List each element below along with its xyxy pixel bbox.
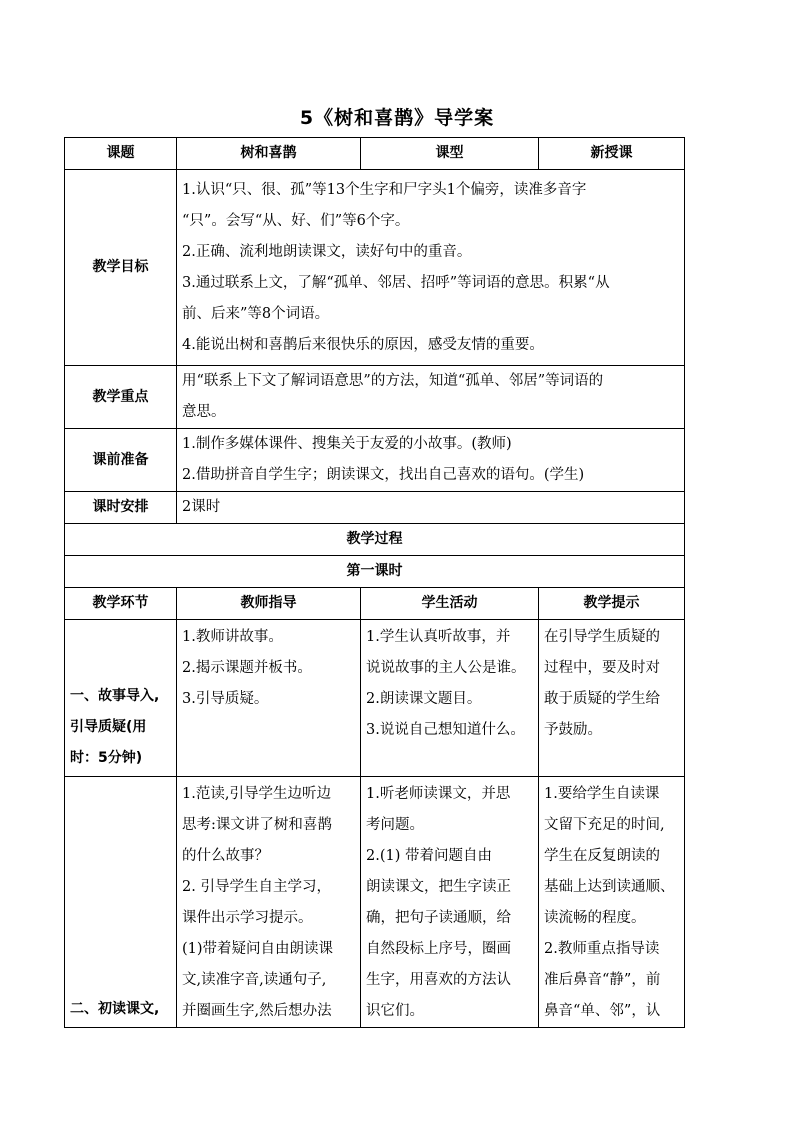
student-line: 朗读课文，把生字读正	[366, 879, 511, 895]
student-line: 3.说说自己想知道什么。	[366, 722, 525, 738]
focus-content	[177, 366, 685, 429]
teacher-line: 3.引导质疑。	[182, 691, 269, 707]
goal-line: 4.能说出树和喜鹊后来很快乐的原因，感受友情的重要。	[182, 336, 544, 353]
goals-label: 教学目标	[65, 170, 177, 366]
tip-line: 准后鼻音“静”，前	[544, 972, 661, 988]
col-student-header: 学生活动	[361, 588, 539, 620]
teacher-line: 2.揭示课题并板书。	[182, 660, 312, 676]
teacher-line: 1.范读,引导学生边听边	[182, 786, 331, 802]
goals-content	[177, 170, 685, 366]
section2-tips	[539, 777, 685, 1028]
section1-tips	[539, 620, 685, 777]
goal-line: 3.通过联系上文，了解“孤单、邻居、招呼”等词语的意思。积累“从	[182, 274, 610, 291]
schedule-row	[65, 492, 685, 524]
prep-line: 2.借助拼音自学生字；朗读课文，找出自己喜欢的语句。(学生)	[182, 467, 585, 483]
teacher-line: 文,读准字音,读通句子,	[182, 972, 327, 988]
goal-line: 1.认识“只、很、孤”等13个生字和尸字头1个偏旁，读准多音字	[182, 181, 587, 198]
teacher-line: (1)带着疑问自由朗读课	[182, 941, 334, 957]
student-line: 自然段标上序号，圈画	[366, 941, 511, 957]
prep-line: 1.制作多媒体课件、搜集关于友爱的小故事。(教师)	[182, 436, 512, 452]
stage-line: 引导质疑(用	[70, 719, 147, 735]
lesson-type-label: 课型	[361, 138, 539, 170]
prep-row	[65, 429, 685, 492]
teacher-line: 1.教师讲故事。	[182, 629, 283, 645]
tip-line: 基础上达到读通顺、	[544, 879, 675, 895]
tip-line: 读流畅的程度。	[544, 910, 646, 926]
tip-line: 1.要给学生自读课	[544, 786, 660, 802]
document-title: 5《树和喜鹊》导学案	[299, 107, 495, 129]
column-header-row	[65, 588, 685, 620]
student-line: 识它们。	[366, 1003, 424, 1019]
student-line: 1.听老师读课文，并思	[366, 786, 511, 802]
goal-line: 2.正确、流利地朗读课文，读好句中的重音。	[182, 243, 472, 260]
prep-content	[177, 429, 685, 492]
section1-student	[361, 620, 539, 777]
section2-student	[361, 777, 539, 1028]
lesson-title-row	[65, 556, 685, 588]
section1-stage	[65, 620, 177, 777]
student-line: 2.朗读课文题目。	[366, 691, 482, 707]
teacher-line: 2. 引导学生自主学习，	[182, 879, 331, 895]
goal-line: 前、后来”等8个词语。	[182, 305, 330, 322]
section1-row	[65, 620, 685, 777]
stage-line: 一、故事导入,	[70, 688, 160, 704]
col-teacher-header: 教师指导	[177, 588, 361, 620]
lesson-title: 第一课时	[65, 556, 685, 588]
tip-line: 敢于质疑的学生给	[544, 691, 660, 707]
student-line: 说说故事的主人公是谁。	[366, 660, 526, 676]
focus-label: 教学重点	[65, 366, 177, 429]
tip-line: 2.教师重点指导读	[544, 941, 660, 957]
topic-label: 课题	[65, 138, 177, 170]
tip-line: 过程中，要及时对	[544, 660, 660, 676]
teacher-line: 的什么故事？	[182, 848, 269, 864]
process-title: 教学过程	[65, 524, 685, 556]
schedule-value: 2课时	[177, 492, 685, 524]
goals-row	[65, 170, 685, 366]
teacher-line: 课件出示学习提示。	[182, 910, 313, 926]
focus-line: 用“联系上下文了解词语意思”的方法，知道“孤单、邻居”等词语的	[182, 373, 604, 389]
tip-line: 鼻音“单、邻”，认	[544, 1003, 661, 1019]
topic-value: 树和喜鹊	[177, 138, 361, 170]
student-line: 2.(1) 带着问题自由	[366, 848, 492, 864]
student-line: 生字，用喜欢的方法认	[366, 972, 511, 988]
student-line: 确，把句子读通顺，给	[366, 910, 511, 926]
student-line: 考问题。	[366, 817, 424, 833]
tip-line: 文留下充足的时间,	[544, 817, 665, 833]
section1-teacher	[177, 620, 361, 777]
section2-teacher	[177, 777, 361, 1028]
tip-line: 在引导学生质疑的	[544, 629, 660, 645]
tip-line: 学生在反复朗读的	[544, 848, 660, 864]
col-tips-header: 教学提示	[539, 588, 685, 620]
prep-label: 课前准备	[65, 429, 177, 492]
lesson-type-value: 新授课	[539, 138, 685, 170]
header-row	[65, 138, 685, 170]
stage-line: 二、初读课文,	[70, 1001, 160, 1017]
process-title-row	[65, 524, 685, 556]
teacher-line: 并圈画生字,然后想办法	[182, 1003, 332, 1019]
stage-line: 时：5分钟)	[70, 750, 143, 766]
section2-stage	[65, 777, 177, 1028]
teacher-line: 思考:课文讲了树和喜鹊	[182, 817, 332, 833]
goal-line: “只”。会写“从、好、们”等6个字。	[182, 212, 410, 229]
focus-line: 意思。	[182, 404, 226, 420]
focus-row	[65, 366, 685, 429]
col-stage-header: 教学环节	[65, 588, 177, 620]
tip-line: 予鼓励。	[544, 722, 602, 738]
student-line: 1.学生认真听故事，并	[366, 629, 511, 645]
lesson-plan-table	[64, 137, 685, 1028]
schedule-label: 课时安排	[65, 492, 177, 524]
section2-row	[65, 777, 685, 1028]
